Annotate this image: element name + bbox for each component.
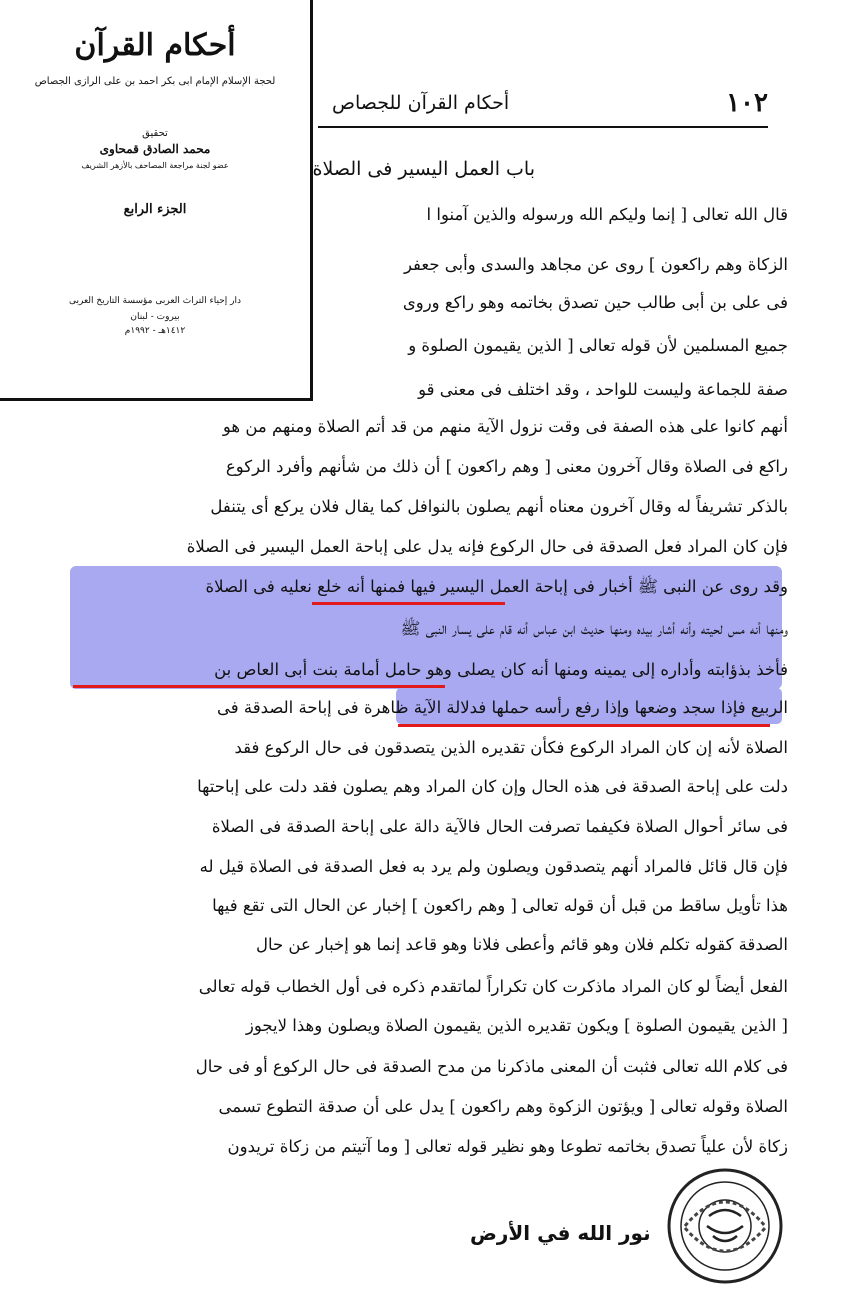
text-line: [ الذين يقيمون الصلوة ] ويكون تقديره الذين يقيمون الصلاة ويصلون وهذا لايجوز	[245, 1016, 788, 1035]
cover-publishers: دار إحياء التراث العربى مؤسسة التاريخ العربى	[68, 296, 241, 306]
text-line: فى على بن أبى طالب حين تصدق بخاتمه وهو راكع وروى	[402, 293, 788, 312]
text-line: أنهم كانوا على هذه الصفة فى وقت نزول الآية منهم من قد أتم الصلاة ومنهم من هو	[222, 417, 788, 436]
text-line: جميع المسلمين لأن قوله تعالى [ الذين يقيمون الصلوة و	[408, 336, 788, 355]
footer-watermark-text: نور الله في الأرض	[470, 1221, 651, 1245]
text-line: دلت على إباحة الصدقة فى هذه الحال وإن كان المراد وهم يصلون فقد دلت على إباحتها	[197, 777, 788, 796]
text-line: فى سائر أحوال الصلاة فكيفما تصرفت الحال فالآية دالة على إباحة الصدقة فى الصلاة	[211, 817, 788, 836]
text-line: فى كلام الله تعالى فثبت أن المعنى ماذكرنا من مدح الصدقة فى حال الركوع أو فى حال	[195, 1057, 788, 1076]
text-line: صفة للجماعة وليست للواحد ، وقد اختلف فى معنى قو	[418, 380, 788, 399]
page-header	[318, 86, 768, 128]
red-underline	[312, 602, 505, 605]
cover-date: ١٤١٢هـ - ١٩٩٢م	[124, 326, 186, 336]
text-line: فإن قال قائل فالمراد أنهم يتصدقون ويصلون ولم يرد به فعل الصدقة فى الصلاة قيل له	[199, 857, 788, 876]
book-cover-thumbnail	[0, 0, 313, 401]
cover-editor-description: عضو لجنة مراجعة المصاحف بالأزهر الشريف	[81, 161, 229, 170]
chapter-heading: باب العمل اليسير فى الصلاة	[312, 158, 535, 180]
text-line: زكاة لأن علياً تصدق بخاتمه تطوعا وهو نظير قوله تعالى [ وما آتيتم من زكاة تريدون	[227, 1137, 788, 1156]
text-line: هذا تأويل ساقط من قبل أن قوله تعالى [ وهم راكعون ] إخبار عن الحال التى تقع فيها	[212, 896, 788, 915]
text-line: فإن كان المراد فعل الصدقة فى حال الركوع فإنه يدل على إباحة العمل اليسير فى الصلاة	[186, 537, 788, 556]
text-line: الصلاة وقوله تعالى [ ويؤتون الزكوة وهم راكعون ] يدل على أن صدقة التطوع تسمى	[218, 1097, 788, 1116]
page-number: ١٠٢	[726, 88, 768, 118]
text-line: الربيع فإذا سجد وضعها وإذا رفع رأسه حملها فدلالة الآية ظاهرة فى إباحة الصدقة فى	[217, 698, 788, 717]
text-line: قال الله تعالى [ إنما وليكم الله ورسوله والذين آمنوا ا	[426, 205, 788, 224]
text-line: الزكاة وهم راكعون ] روى عن مجاهد والسدى وأبى جعفر	[403, 255, 788, 274]
cover-volume: الجزء الرابع	[123, 202, 187, 217]
text-line: وقد روى عن النبى ﷺ أخبار فى إباحة العمل اليسير فيها فمنها أنه خلع نعليه فى الصلاة	[205, 577, 788, 596]
text-line: الصلاة لأنه إن كان المراد الركوع فكأن تقديره الذين يتصدقون فى حال الركوع فقد	[234, 738, 788, 757]
running-title: أحكام القرآن للجصاص	[332, 92, 510, 114]
text-line: راكع فى الصلاة وقال آخرون معنى [ وهم راكعون ] أن ذلك من شأنهم وأفرد الركوع	[225, 457, 788, 476]
cover-tahqiq-label: تحقيق	[142, 128, 168, 139]
red-underline	[398, 724, 770, 727]
cover-editor: محمد الصادق قمحاوى	[99, 142, 211, 156]
red-underline	[73, 685, 445, 688]
text-line: الفعل أيضاً لو كان المراد ماذكرت كان تكراراً لماتقدم ذكره فى أول الخطاب قوله تعالى	[198, 977, 788, 996]
cover-title: أحكام القرآن	[74, 28, 236, 63]
text-line: بالذكر تشريفاً له وقال آخرون معناه أنهم يصلون بالنوافل كما يقال فلان يركع أى يتنفل	[210, 497, 788, 516]
cover-city: بيروت - لبنان	[130, 312, 180, 322]
cover-author: لحجة الإسلام الإمام أبى بكر أحمد بن على الرازى الجصاص	[34, 76, 276, 87]
library-seal-stamp	[665, 1166, 785, 1286]
text-line: ومنها أنه مس لحيته وأنه أشار بيده ومنها حديث ابن عباس أنه قام على يسار النبى ﷺ	[400, 619, 788, 638]
text-line: فأخذ بذؤابته وأداره إلى يمينه ومنها أنه كان يصلى وهو حامل أمامة بنت أبى العاص بن	[214, 660, 788, 679]
text-line: الصدقة كقوله تكلم فلان وهو قائم وأعطى فلانا وهو قاعد إنما هو إخبار عن حال	[255, 935, 788, 954]
